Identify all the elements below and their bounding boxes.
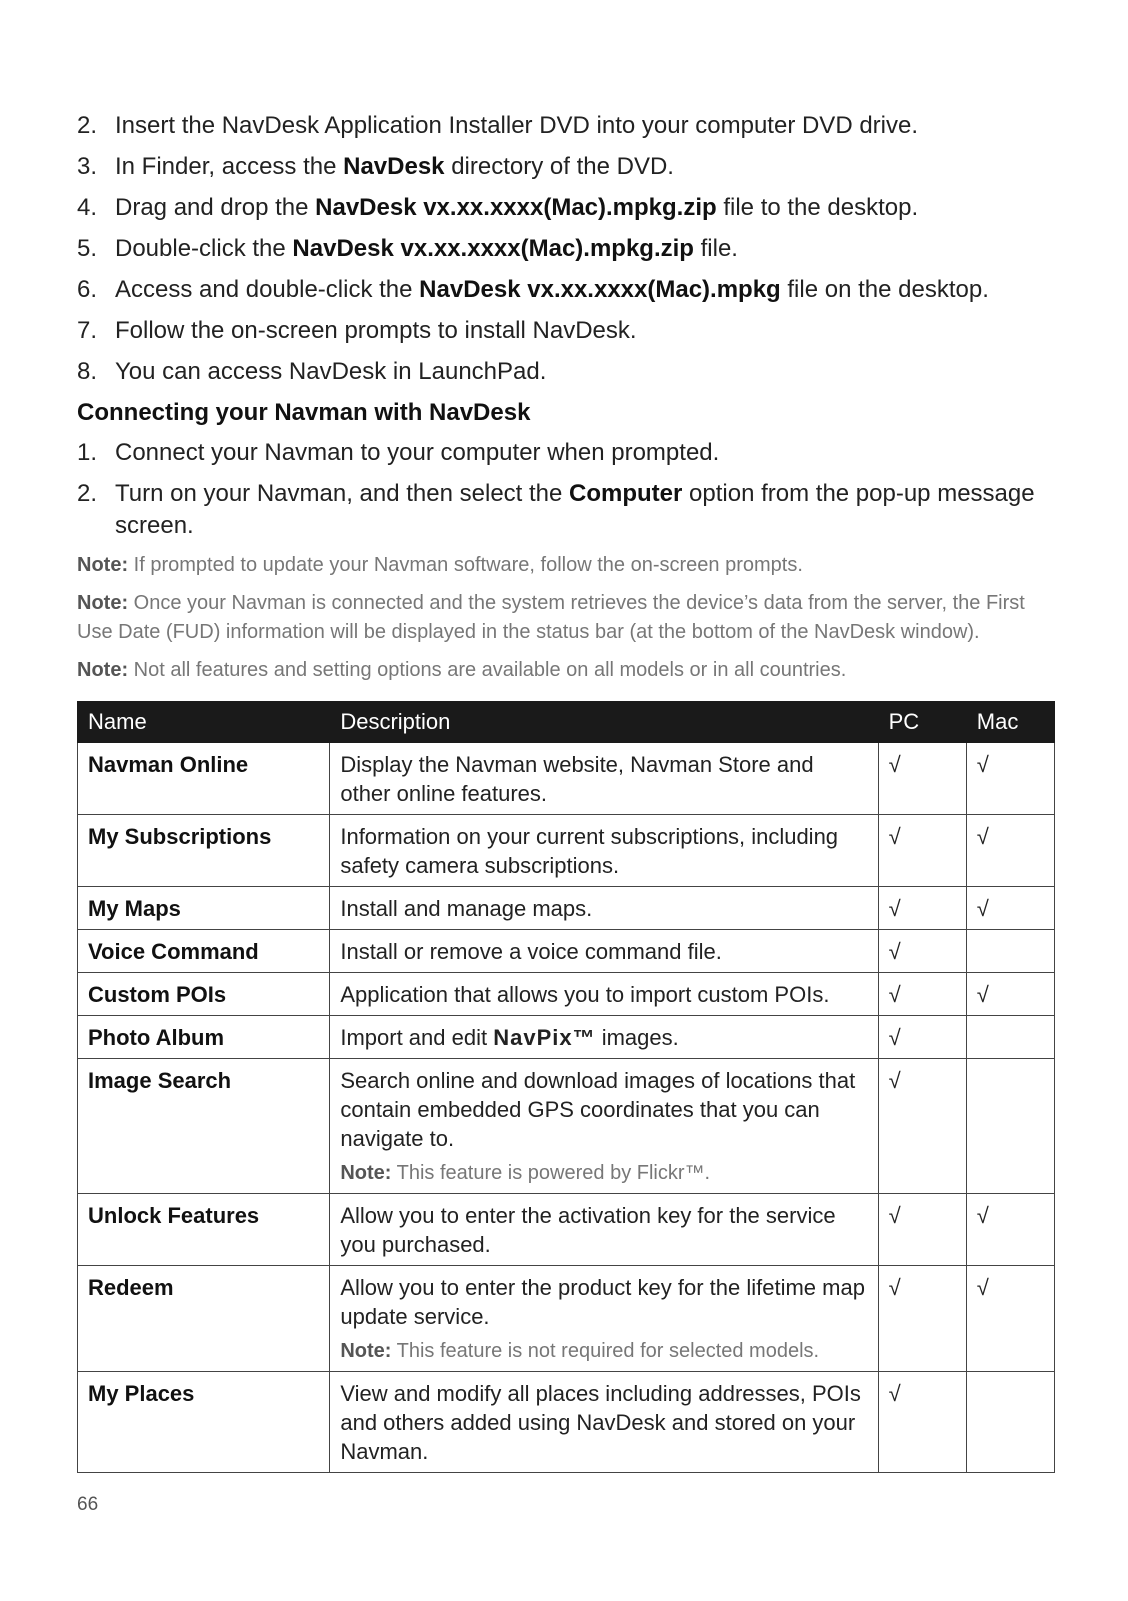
cell-note: Note: This feature is powered by Flickr™. [340,1162,711,1184]
mac-check: √ [966,887,1054,930]
step-item: 3. In Finder, access the NavDesk directory of the DVD. [77,153,674,180]
mac-check [966,1059,1054,1194]
pc-check: √ [878,743,966,815]
table-row [78,887,1055,930]
table-row [78,1194,1055,1266]
pc-check: √ [878,1016,966,1059]
page-number: 66 [77,1494,99,1515]
feature-description: View and modify all places including addresses, POIs and others added using NavDesk and stored on your Navman. [330,1372,878,1473]
step-item: 4. Drag and drop the NavDesk vx.xx.xxxx(Mac).mpkg.zip file to the desktop. [77,194,919,221]
step-item: 8. You can access NavDesk in LaunchPad. [77,358,547,385]
header-mac: Mac [966,702,1054,743]
mac-check [966,1372,1054,1473]
pc-check: √ [878,887,966,930]
note-fud: Note: Once your Navman is connected and the system retrieves the device’s data from the server, the First Use Date (FUD) information will be displayed in the status bar (at the bottom of the NavDesk window). [77,592,1025,643]
feature-name: Photo Album [78,1016,330,1059]
document-page [77,110,1055,1473]
pc-check: √ [878,930,966,973]
feature-name: Custom POIs [78,973,330,1016]
feature-description: Allow you to enter the activation key for the service you purchased. [330,1194,878,1266]
feature-description: Install or remove a voice command file. [330,930,878,973]
step-item: 1. Connect your Navman to your computer when prompted. [77,439,720,466]
feature-name: Voice Command [78,930,330,973]
step-item: 2. Turn on your Navman, and then select the Computer option from the pop-up message screen. [77,480,1035,539]
feature-name: Image Search [78,1059,330,1194]
feature-name: Unlock Features [78,1194,330,1266]
navpix-brand: NavPix™ [493,1025,596,1050]
feature-description: Install and manage maps. [330,887,878,930]
feature-name: My Places [78,1372,330,1473]
table-row [78,743,1055,815]
pc-check: √ [878,815,966,887]
note-update: Note: If prompted to update your Navman software, follow the on-screen prompts. [77,554,803,576]
pc-check: √ [878,1194,966,1266]
table-row [78,1016,1055,1059]
mac-check: √ [966,815,1054,887]
feature-description: Application that allows you to import custom POIs. [330,973,878,1016]
header-pc: PC [878,702,966,743]
pc-check: √ [878,973,966,1016]
table-row [78,1372,1055,1473]
note-availability: Note: Not all features and setting options are available on all models or in all countries. [77,659,847,681]
step-item: 2. Insert the NavDesk Application Installer DVD into your computer DVD drive. [77,112,919,139]
feature-name: My Maps [78,887,330,930]
table-row [78,973,1055,1016]
table-row [78,815,1055,887]
mac-check: √ [966,973,1054,1016]
pc-check: √ [878,1059,966,1194]
header-description: Description [330,702,878,743]
step-item: 6. Access and double-click the NavDesk vx.xx.xxxx(Mac).mpkg file on the desktop. [77,276,989,303]
connect-steps-list [77,437,1055,542]
cell-note: Note: This feature is not required for selected models. [340,1340,820,1362]
feature-description: Search online and download images of locations that contain embedded GPS coordinates that you can navigate to. Note: This feature is powered by Flickr™. [330,1059,878,1194]
feature-name: Navman Online [78,743,330,815]
table-row [78,1059,1055,1194]
table-row [78,1266,1055,1372]
feature-description: Import and edit NavPix™ images. [330,1016,878,1059]
mac-check: √ [966,1194,1054,1266]
features-table [77,701,1055,1473]
mac-check [966,930,1054,973]
mac-check [966,1016,1054,1059]
table-header-row [78,702,1055,743]
section-heading: Connecting your Navman with NavDesk [77,399,531,426]
step-item: 5. Double-click the NavDesk vx.xx.xxxx(Mac).mpkg.zip file. [77,235,738,262]
feature-description: Display the Navman website, Navman Store and other online features. [330,743,878,815]
header-name: Name [78,702,330,743]
install-steps-list [77,110,1055,388]
feature-description: Allow you to enter the product key for the lifetime map update service. Note: This feature is not required for selected models. [330,1266,878,1372]
feature-description: Information on your current subscriptions, including safety camera subscriptions. [330,815,878,887]
feature-name: Redeem [78,1266,330,1372]
feature-name: My Subscriptions [78,815,330,887]
mac-check: √ [966,743,1054,815]
pc-check: √ [878,1266,966,1372]
mac-check: √ [966,1266,1054,1372]
step-item: 7. Follow the on-screen prompts to install NavDesk. [77,317,637,344]
pc-check: √ [878,1372,966,1473]
table-row [78,930,1055,973]
